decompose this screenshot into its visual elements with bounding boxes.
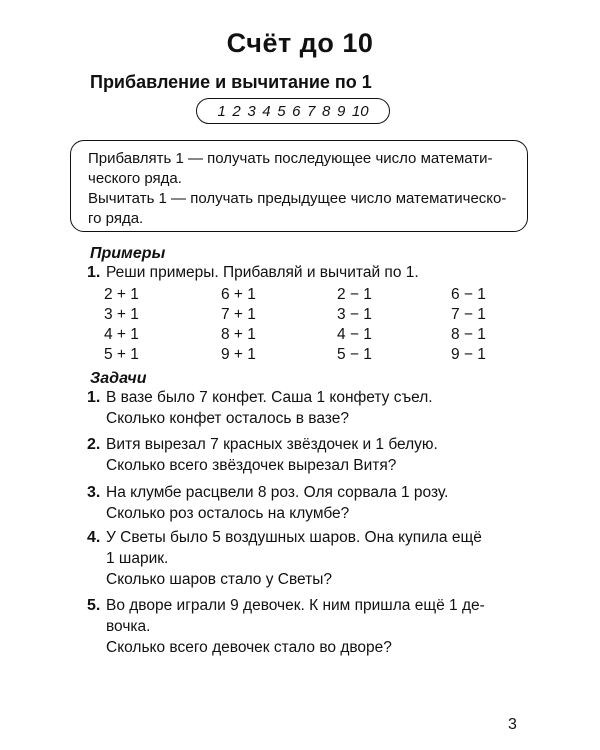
example-item: 2 + 1 <box>104 286 139 303</box>
examples-heading: Примеры <box>90 245 166 262</box>
number-line-item: 6 <box>292 102 301 120</box>
problem-number: 1. <box>87 389 101 406</box>
page-title: Счёт до 10 <box>226 28 374 58</box>
problem-text: На клумбе расцвели 8 роз. Оля сорвала 1 розу. <box>106 484 449 501</box>
page-number: 3 <box>508 716 517 733</box>
example-item: 5 − 1 <box>337 346 372 363</box>
problem-question: Сколько роз осталось на клумбе? <box>106 505 350 522</box>
problems-heading: Задачи <box>90 370 147 387</box>
example-item: 6 − 1 <box>451 286 486 303</box>
number-line-item: 9 <box>336 102 346 120</box>
example-item: 2 − 1 <box>337 286 372 303</box>
number-line <box>196 98 390 124</box>
rule-line: го ряда. <box>88 210 144 227</box>
problem-text: Во дворе играли 9 девочек. К ним пришла ещё 1 де- <box>106 597 485 614</box>
problem-number: 4. <box>87 529 101 546</box>
example-item: 7 + 1 <box>221 306 256 323</box>
example-item: 7 − 1 <box>451 306 486 323</box>
number-line-item: 8 <box>322 102 331 120</box>
problem-number: 2. <box>87 436 101 453</box>
number-line-item: 2 <box>232 102 241 120</box>
problem-text: 1 шарик. <box>106 550 169 567</box>
problem-question: Сколько конфет осталось в вазе? <box>106 410 349 427</box>
number-line-item: 5 <box>277 102 286 120</box>
example-item: 4 + 1 <box>104 326 139 343</box>
rule-line: Вычитать 1 — получать предыдущее число математическо- <box>88 190 507 207</box>
problem-question: Сколько шаров стало у Светы? <box>106 571 332 588</box>
example-item: 9 + 1 <box>221 346 256 363</box>
section-subtitle: Прибавление и вычитание по 1 <box>90 72 372 92</box>
number-line-item: 10 <box>351 102 369 120</box>
example-item: 4 − 1 <box>337 326 372 343</box>
problem-text: Витя вырезал 7 красных звёздочек и 1 белую. <box>106 436 438 453</box>
number-line-item: 4 <box>262 102 271 120</box>
exercise-instruction: Реши примеры. Прибавляй и вычитай по 1. <box>106 264 419 281</box>
example-item: 8 − 1 <box>451 326 486 343</box>
problem-question: Сколько всего звёздочек вырезал Витя? <box>106 457 397 474</box>
example-item: 6 + 1 <box>221 286 256 303</box>
problem-text: вочка. <box>106 618 151 635</box>
number-line-item: 1 <box>217 102 226 120</box>
problem-question: Сколько всего девочек стало во дворе? <box>106 639 392 656</box>
number-line-item: 7 <box>307 102 316 120</box>
number-line-item: 3 <box>247 102 256 120</box>
problem-text: В вазе было 7 конфет. Саша 1 конфету съел. <box>106 389 433 406</box>
problem-number: 3. <box>87 484 101 501</box>
example-item: 5 + 1 <box>104 346 139 363</box>
rule-line: ческого ряда. <box>88 170 182 187</box>
problem-number: 5. <box>87 597 101 614</box>
example-item: 3 − 1 <box>337 306 372 323</box>
example-item: 3 + 1 <box>104 306 139 323</box>
exercise-number: 1. <box>87 264 101 281</box>
example-item: 8 + 1 <box>221 326 256 343</box>
rule-line: Прибавлять 1 — получать последующее число математи- <box>88 150 493 167</box>
problem-text: У Светы было 5 воздушных шаров. Она купила ещё <box>106 529 482 546</box>
example-item: 9 − 1 <box>451 346 486 363</box>
